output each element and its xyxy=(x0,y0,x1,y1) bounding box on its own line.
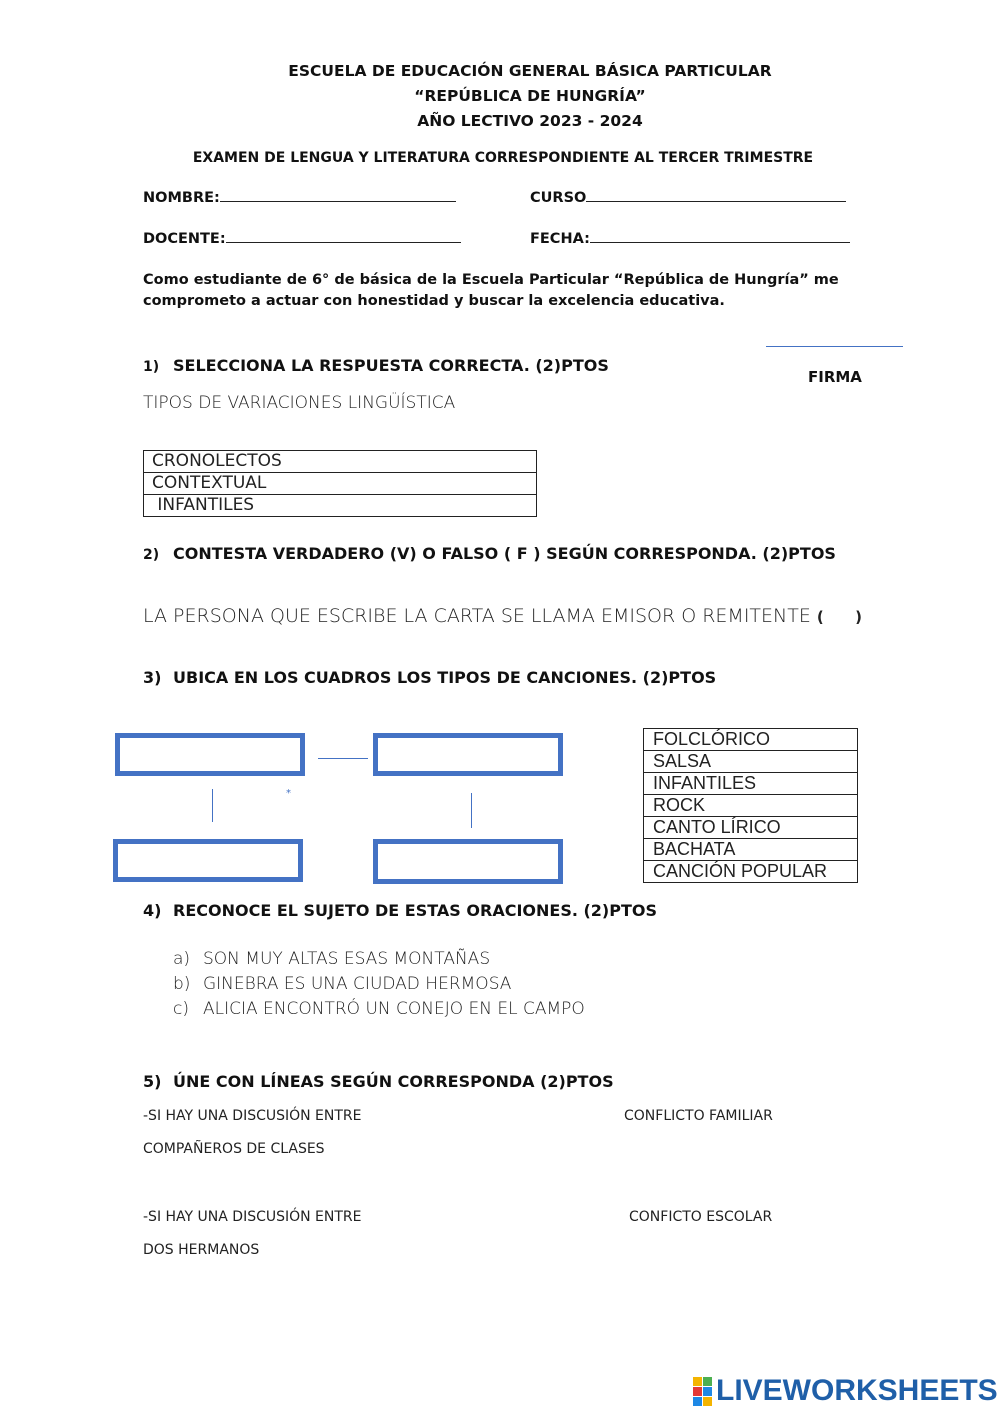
song-salsa[interactable]: SALSA xyxy=(644,751,858,773)
match-right-2[interactable]: CONFICTO ESCOLAR xyxy=(629,1209,773,1225)
question-4-title xyxy=(143,901,657,920)
match-left-1b: COMPAÑEROS DE CLASES xyxy=(143,1141,325,1157)
logo-mark-icon xyxy=(693,1377,712,1406)
match-left-2a[interactable]: -SI HAY UNA DISCUSIÓN ENTRE xyxy=(143,1209,362,1225)
true-false-blank[interactable]: ( ) xyxy=(816,608,862,626)
sentence-a-letter: a) xyxy=(173,949,191,969)
sentence-a-text: SON MUY ALTAS ESAS MONTAÑAS xyxy=(203,949,491,969)
question-2-number: 2) xyxy=(143,547,160,563)
match-left-2b: DOS HERMANOS xyxy=(143,1242,260,1258)
song-box-3[interactable] xyxy=(113,839,303,882)
teacher-field[interactable] xyxy=(143,231,461,247)
sentence-c[interactable] xyxy=(173,999,585,1019)
song-types-list xyxy=(643,728,858,883)
date-field[interactable] xyxy=(530,231,850,247)
date-label: FECHA: xyxy=(530,231,590,247)
song-box-2[interactable] xyxy=(373,733,563,776)
signature-label: FIRMA xyxy=(808,368,862,386)
school-subtitle: “REPÚBLICA DE HUNGRÍA” xyxy=(414,87,646,105)
question-2-sentence: LA PERSONA QUE ESCRIBE LA CARTA SE LLAMA EMISOR O REMITENTE xyxy=(143,605,811,627)
question-2-title xyxy=(143,544,836,563)
exam-title: EXAMEN DE LENGUA Y LITERATURA CORRESPONDIENTE AL TERCER TRIMESTRE xyxy=(192,150,814,166)
dot-mark: * xyxy=(286,788,291,799)
match-left-1a[interactable]: -SI HAY UNA DISCUSIÓN ENTRE xyxy=(143,1108,362,1124)
song-infantiles[interactable]: INFANTILES xyxy=(644,773,858,795)
question-4-text: RECONOCE EL SUJETO DE ESTAS ORACIONES. (2)PTOS xyxy=(173,901,658,920)
option-cronolectos[interactable]: CRONOLECTOS xyxy=(144,451,537,473)
sentence-b[interactable] xyxy=(173,974,511,994)
pledge-line-2: comprometo a actuar con honestidad y buscar la excelencia educativa. xyxy=(143,293,725,309)
question-1-title xyxy=(143,356,609,375)
sentence-a[interactable] xyxy=(173,949,490,969)
song-folclorico[interactable]: FOLCLÓRICO xyxy=(644,729,858,751)
sentence-b-letter: b) xyxy=(173,974,191,994)
school-year: AÑO LECTIVO 2023 - 2024 xyxy=(417,112,643,130)
song-box-1[interactable] xyxy=(115,733,305,776)
question-3-text: UBICA EN LOS CUADROS LOS TIPOS DE CANCIONES. (2)PTOS xyxy=(173,668,717,687)
question-2-statement xyxy=(143,605,862,627)
course-field[interactable] xyxy=(530,190,846,206)
course-label: CURSO xyxy=(530,190,587,206)
song-canto-lirico[interactable]: CANTO LÍRICO xyxy=(644,817,858,839)
teacher-label: DOCENTE: xyxy=(143,231,226,247)
option-infantiles[interactable]: INFANTILES xyxy=(144,495,537,517)
question-1-options xyxy=(143,450,537,517)
logo-text: LIVEWORKSHEETS xyxy=(716,1374,998,1407)
sentence-c-letter: c) xyxy=(173,999,189,1019)
question-5-title xyxy=(143,1072,614,1091)
sentence-b-text: GINEBRA ES UNA CIUDAD HERMOSA xyxy=(203,974,512,994)
question-2-text: CONTESTA VERDADERO (V) O FALSO ( F ) SEGÚN CORRESPONDA. (2)PTOS xyxy=(173,544,836,563)
liveworksheets-logo xyxy=(693,1374,998,1408)
question-4-number: 4) xyxy=(143,901,162,920)
question-5-text: ÚNE CON LÍNEAS SEGÚN CORRESPONDA (2)PTOS xyxy=(173,1072,614,1091)
song-rock[interactable]: ROCK xyxy=(644,795,858,817)
signature-line[interactable] xyxy=(766,346,903,347)
option-contextual[interactable]: CONTEXTUAL xyxy=(144,473,537,495)
question-1-prompt: TIPOS DE VARIACIONES LINGÜÍSTICA xyxy=(143,393,456,413)
match-right-1[interactable]: CONFLICTO FAMILIAR xyxy=(624,1108,773,1124)
question-3-title xyxy=(143,668,716,687)
pledge-line-1: Como estudiante de 6° de básica de la Escuela Particular “República de Hungría” me xyxy=(143,272,839,288)
connector-top xyxy=(318,758,368,759)
song-box-4[interactable] xyxy=(373,839,563,884)
song-bachata[interactable]: BACHATA xyxy=(644,839,858,861)
question-1-text: SELECCIONA LA RESPUESTA CORRECTA. (2)PTOS xyxy=(173,356,609,375)
question-3-number: 3) xyxy=(143,668,162,687)
name-label: NOMBRE: xyxy=(143,190,220,206)
connector-right xyxy=(471,793,472,828)
sentence-c-text: ALICIA ENCONTRÓ UN CONEJO EN EL CAMPO xyxy=(203,999,585,1019)
question-5-number: 5) xyxy=(143,1072,162,1091)
name-field[interactable] xyxy=(143,190,456,206)
question-1-number: 1) xyxy=(143,359,160,375)
school-name: ESCUELA DE EDUCACIÓN GENERAL BÁSICA PARTICULAR xyxy=(288,62,772,80)
connector-left xyxy=(212,789,213,822)
song-cancion-popular[interactable]: CANCIÓN POPULAR xyxy=(644,861,858,883)
